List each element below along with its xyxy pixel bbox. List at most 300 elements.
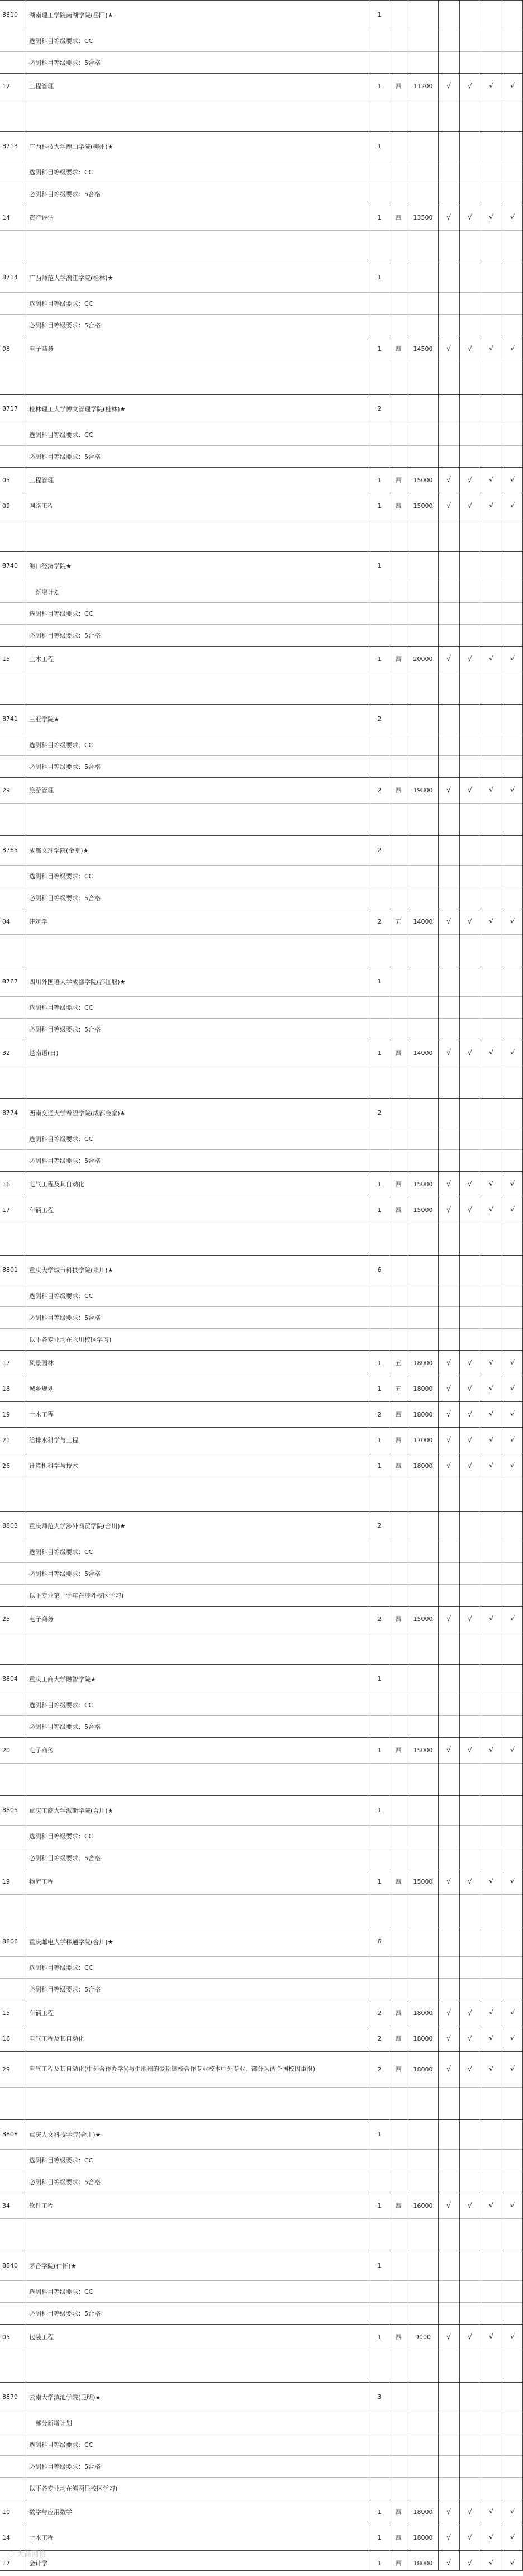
tuition-cell xyxy=(408,1018,438,1040)
duration-cell xyxy=(389,2434,408,2455)
name-cell: 必测科目等级要求：5合格 xyxy=(29,2463,101,2470)
duration-cell xyxy=(389,2218,408,2251)
checkmark-cell xyxy=(459,624,481,646)
checkmark-cell: √ xyxy=(446,654,451,663)
checkmark-cell xyxy=(481,263,502,292)
name-cell: 选测科目等级要求：CC xyxy=(29,1964,93,1971)
tuition-cell xyxy=(408,704,438,734)
checkmark-cell xyxy=(502,1694,523,1715)
duration-cell xyxy=(389,1285,408,1306)
code-cell: 8870 xyxy=(2,2393,18,2401)
major-row xyxy=(0,1427,523,1453)
name-cell: 建筑学 xyxy=(29,918,47,925)
duration-cell xyxy=(389,2412,408,2434)
duration-cell xyxy=(389,1795,408,1825)
checkmark-cell: √ xyxy=(488,1205,494,1214)
checkmark-cell: √ xyxy=(510,2332,515,2341)
duration-cell xyxy=(389,1128,408,1149)
checkmark-cell xyxy=(481,1632,502,1664)
checkmark-cell xyxy=(438,1795,459,1825)
row-divider xyxy=(0,0,523,1)
tuition-cell xyxy=(408,551,438,581)
checkmark-cell: √ xyxy=(467,1410,473,1419)
checkmark-cell: √ xyxy=(446,476,451,484)
row-divider xyxy=(0,2324,523,2325)
tuition-cell: 18000 xyxy=(413,1385,433,1392)
plan-count-cell xyxy=(370,734,389,755)
tuition-cell xyxy=(408,2477,438,2499)
code-cell: 14 xyxy=(2,213,10,221)
checkmark-cell xyxy=(481,445,502,467)
tuition-cell xyxy=(408,99,438,131)
name-cell xyxy=(26,1223,370,1255)
checkmark-cell xyxy=(481,803,502,835)
checkmark-cell xyxy=(481,1223,502,1255)
checkmark-cell: √ xyxy=(510,344,515,353)
plan-count-cell xyxy=(370,2434,389,2455)
tuition-cell xyxy=(408,1149,438,1171)
checkmark-cell: √ xyxy=(467,1205,473,1214)
duration-cell xyxy=(389,2350,408,2382)
tuition-cell xyxy=(408,519,438,551)
code-cell xyxy=(0,2350,26,2382)
checkmark-cell xyxy=(502,2455,523,2477)
note-row xyxy=(0,161,523,183)
note-row xyxy=(0,1825,523,1847)
code-cell: 16 xyxy=(2,2035,10,2042)
checkmark-cell xyxy=(438,263,459,292)
tuition-cell xyxy=(408,1632,438,1664)
code-cell: 8803 xyxy=(2,1522,18,1529)
checkmark-cell xyxy=(481,1927,502,1956)
duration-cell xyxy=(389,2280,408,2302)
code-cell: 34 xyxy=(2,2202,10,2209)
name-cell: 选测科目等级要求：CC xyxy=(29,1292,93,1300)
code-cell: 32 xyxy=(2,1049,10,1057)
plan-count-cell xyxy=(370,1306,389,1328)
major-row xyxy=(0,493,523,519)
note-row xyxy=(0,624,523,646)
code-cell: 15 xyxy=(2,2009,10,2017)
checkmark-cell xyxy=(481,2434,502,2455)
code-cell xyxy=(0,934,26,967)
tuition-cell xyxy=(408,1128,438,1149)
duration-cell xyxy=(389,865,408,887)
checkmark-cell: √ xyxy=(488,2034,494,2043)
tuition-cell: 18000 xyxy=(413,2534,433,2541)
code-cell xyxy=(0,996,26,1018)
checkmark-cell: √ xyxy=(446,2332,451,2341)
note-row xyxy=(0,2434,523,2455)
duration-cell: 五 xyxy=(395,918,402,925)
row-divider xyxy=(0,1401,523,1402)
checkmark-cell xyxy=(438,1285,459,1306)
duration-cell: 五 xyxy=(395,1385,402,1392)
code-cell: 8714 xyxy=(2,274,18,281)
tuition-cell xyxy=(408,314,438,336)
checkmark-cell xyxy=(481,887,502,909)
code-cell xyxy=(0,1956,26,1978)
code-cell: 05 xyxy=(2,2333,10,2341)
checkmark-cell: √ xyxy=(510,1461,515,1470)
code-cell: 8801 xyxy=(2,1266,18,1273)
checkmark-cell xyxy=(502,1584,523,1606)
duration-cell xyxy=(389,230,408,263)
tuition-cell: 18000 xyxy=(413,2559,433,2567)
name-cell: 选测科目等级要求：CC xyxy=(29,168,93,176)
checkmark-cell xyxy=(438,30,459,51)
row-divider xyxy=(0,292,523,293)
duration-cell xyxy=(389,1562,408,1584)
duration-cell xyxy=(389,1927,408,1956)
name-cell: 电气工程及其自动化 xyxy=(29,1181,84,1188)
checkmark-cell xyxy=(459,2382,481,2412)
duration-cell: 四 xyxy=(395,214,402,221)
checkmark-cell: √ xyxy=(446,2559,451,2568)
code-cell: 25 xyxy=(2,1615,10,1623)
row-divider xyxy=(0,1894,523,1895)
row-divider xyxy=(0,131,523,132)
code-cell: 8840 xyxy=(2,2262,18,2269)
checkmark-cell xyxy=(502,314,523,336)
code-cell xyxy=(0,1978,26,2000)
checkmark-cell xyxy=(502,2119,523,2149)
name-cell: 工程管理 xyxy=(29,83,54,90)
checkmark-cell xyxy=(438,1223,459,1255)
checkmark-cell xyxy=(459,1098,481,1128)
checkmark-cell xyxy=(438,803,459,835)
row-divider xyxy=(0,1978,523,1979)
duration-cell: 四 xyxy=(395,1462,402,1470)
plan-count-cell: 1 xyxy=(377,82,382,90)
plan-count-cell xyxy=(370,519,389,551)
code-cell xyxy=(0,445,26,467)
code-cell xyxy=(0,99,26,131)
tuition-cell xyxy=(408,2218,438,2251)
checkmark-cell: √ xyxy=(510,2201,515,2210)
code-cell xyxy=(0,314,26,336)
tuition-cell xyxy=(408,734,438,755)
code-cell xyxy=(0,1715,26,1737)
code-cell xyxy=(0,755,26,777)
checkmark-cell xyxy=(438,1847,459,1869)
checkmark-cell xyxy=(438,51,459,73)
row-divider xyxy=(0,1098,523,1099)
checkmark-cell xyxy=(481,292,502,314)
duration-cell xyxy=(389,161,408,183)
tuition-cell: 18000 xyxy=(413,2035,433,2042)
checkmark-cell: √ xyxy=(488,501,494,510)
duration-cell xyxy=(389,2251,408,2280)
tuition-cell xyxy=(408,1694,438,1715)
duration-cell: 四 xyxy=(395,1206,402,1214)
school-row xyxy=(0,2251,523,2280)
checkmark-cell xyxy=(502,1306,523,1328)
duration-cell xyxy=(389,1632,408,1664)
checkmark-cell xyxy=(438,1978,459,2000)
checkmark-cell xyxy=(502,2087,523,2119)
checkmark-cell: √ xyxy=(467,476,473,484)
checkmark-cell xyxy=(459,1018,481,1040)
checkmark-cell xyxy=(502,624,523,646)
row-divider xyxy=(0,445,523,446)
checkmark-cell: √ xyxy=(488,1180,494,1189)
plan-count-cell: 1 xyxy=(377,476,382,484)
checkmark-cell xyxy=(481,704,502,734)
tuition-cell xyxy=(408,1098,438,1128)
checkmark-cell xyxy=(459,2149,481,2171)
checkmark-cell xyxy=(438,394,459,424)
note-row xyxy=(0,424,523,445)
checkmark-cell: √ xyxy=(510,654,515,663)
checkmark-cell xyxy=(438,1825,459,1847)
duration-cell xyxy=(389,1825,408,1847)
plan-count-cell xyxy=(370,581,389,602)
plan-count-cell xyxy=(370,672,389,704)
checkmark-cell xyxy=(481,2087,502,2119)
checkmark-cell xyxy=(502,2149,523,2171)
checkmark-cell xyxy=(438,1255,459,1285)
checkmark-cell xyxy=(459,1927,481,1956)
name-cell: 给排水科学与工程 xyxy=(29,1437,78,1444)
checkmark-cell xyxy=(459,865,481,887)
note-row xyxy=(0,996,523,1018)
tuition-cell xyxy=(408,803,438,835)
checkmark-cell xyxy=(502,131,523,161)
spacer-row xyxy=(0,2350,523,2382)
plan-count-cell xyxy=(370,624,389,646)
checkmark-cell xyxy=(459,1066,481,1098)
checkmark-cell xyxy=(481,1066,502,1098)
code-cell: 17 xyxy=(2,2559,10,2567)
checkmark-cell xyxy=(438,1018,459,1040)
checkmark-cell: √ xyxy=(467,501,473,510)
checkmark-cell xyxy=(481,1285,502,1306)
duration-cell: 四 xyxy=(395,787,402,794)
checkmark-cell: √ xyxy=(510,2065,515,2074)
row-divider xyxy=(0,1171,523,1172)
checkmark-cell xyxy=(459,2251,481,2280)
code-cell xyxy=(0,803,26,835)
duration-cell xyxy=(389,1956,408,1978)
tuition-cell xyxy=(408,2251,438,2280)
row-divider xyxy=(0,2382,523,2383)
duration-cell xyxy=(389,1149,408,1171)
name-cell: 电子商务 xyxy=(29,345,54,353)
checkmark-cell xyxy=(438,1956,459,1978)
checkmark-cell: √ xyxy=(467,1048,473,1057)
checkmark-cell xyxy=(481,865,502,887)
checkmark-cell xyxy=(438,1694,459,1715)
major-row xyxy=(0,909,523,934)
name-cell: 成都文理学院(金堂)★ xyxy=(29,847,89,854)
checkmark-cell: √ xyxy=(488,2533,494,2542)
checkmark-cell xyxy=(438,887,459,909)
duration-cell: 四 xyxy=(395,1615,402,1623)
major-row xyxy=(0,2026,523,2051)
duration-cell xyxy=(389,551,408,581)
checkmark-cell xyxy=(481,1479,502,1511)
major-row xyxy=(0,2324,523,2350)
spacer-row xyxy=(0,1632,523,1664)
duration-cell xyxy=(389,2477,408,2499)
duration-cell xyxy=(389,602,408,624)
checkmark-cell xyxy=(438,1894,459,1927)
code-cell: 21 xyxy=(2,1436,10,1444)
duration-cell xyxy=(389,1066,408,1098)
checkmark-cell: √ xyxy=(488,2332,494,2341)
checkmark-cell xyxy=(502,865,523,887)
school-row xyxy=(0,263,523,292)
row-divider xyxy=(0,996,523,997)
checkmark-cell xyxy=(459,1149,481,1171)
checkmark-cell xyxy=(481,362,502,394)
checkmark-cell xyxy=(481,0,502,30)
checkmark-cell xyxy=(438,602,459,624)
spacer-row xyxy=(0,672,523,704)
plan-count-cell xyxy=(370,51,389,73)
checkmark-cell: √ xyxy=(467,1877,473,1886)
code-cell xyxy=(0,1825,26,1847)
checkmark-cell: √ xyxy=(446,501,451,510)
plan-count-cell xyxy=(370,1847,389,1869)
checkmark-cell: √ xyxy=(510,1746,515,1755)
checkmark-cell xyxy=(481,1978,502,2000)
tuition-cell: 17000 xyxy=(413,1436,433,1444)
tuition-cell xyxy=(408,1795,438,1825)
code-cell: 8740 xyxy=(2,562,18,569)
plan-count-cell xyxy=(370,1223,389,1255)
plan-count-cell xyxy=(370,2149,389,2171)
checkmark-cell xyxy=(481,2350,502,2382)
code-cell: 8767 xyxy=(2,978,18,985)
checkmark-cell xyxy=(459,734,481,755)
tuition-cell xyxy=(408,161,438,183)
major-row xyxy=(0,2051,523,2087)
code-cell xyxy=(0,1128,26,1149)
checkmark-cell xyxy=(438,704,459,734)
checkmark-cell: √ xyxy=(510,1410,515,1419)
tuition-cell xyxy=(408,1825,438,1847)
major-row xyxy=(0,2525,523,2550)
name-cell xyxy=(26,1894,370,1927)
checkmark-cell xyxy=(502,2302,523,2324)
duration-cell xyxy=(389,1511,408,1541)
checkmark-cell xyxy=(459,99,481,131)
checkmark-cell: √ xyxy=(446,2065,451,2074)
name-cell: 广西师范大学漓江学院(桂林)★ xyxy=(29,274,113,282)
row-divider xyxy=(0,1427,523,1428)
tuition-cell xyxy=(408,445,438,467)
tuition-cell: 18000 xyxy=(413,2065,433,2073)
checkmark-cell xyxy=(438,2251,459,2280)
checkmark-cell xyxy=(481,1715,502,1737)
name-cell xyxy=(26,672,370,704)
checkmark-cell xyxy=(459,967,481,996)
checkmark-cell xyxy=(459,1128,481,1149)
checkmark-cell xyxy=(502,734,523,755)
tuition-cell xyxy=(408,967,438,996)
duration-cell xyxy=(389,1584,408,1606)
checkmark-cell: √ xyxy=(467,654,473,663)
plan-count-cell xyxy=(370,292,389,314)
checkmark-cell xyxy=(481,394,502,424)
checkmark-cell: √ xyxy=(446,1384,451,1393)
checkmark-cell xyxy=(438,1066,459,1098)
name-cell: 软件工程 xyxy=(29,2202,54,2209)
checkmark-cell xyxy=(459,51,481,73)
checkmark-cell xyxy=(502,2477,523,2499)
note-row xyxy=(0,2477,523,2499)
tuition-cell xyxy=(408,30,438,51)
plan-count-cell: 1 xyxy=(377,11,382,18)
code-cell: 8610 xyxy=(2,11,18,18)
checkmark-cell xyxy=(481,161,502,183)
tuition-cell: 19800 xyxy=(413,786,433,794)
spacer-row xyxy=(0,934,523,967)
duration-cell xyxy=(389,30,408,51)
checkmark-cell xyxy=(438,1149,459,1171)
duration-cell: 四 xyxy=(395,477,402,484)
plan-count-cell xyxy=(370,887,389,909)
checkmark-cell xyxy=(481,624,502,646)
name-cell: 计算机科学与技术 xyxy=(29,1462,78,1470)
plan-count-cell xyxy=(370,1149,389,1171)
checkmark-cell: √ xyxy=(510,501,515,510)
duration-cell xyxy=(389,1978,408,2000)
duration-cell xyxy=(389,1018,408,1040)
name-cell: 选测科目等级要求：CC xyxy=(29,431,93,439)
checkmark-cell xyxy=(438,131,459,161)
checkmark-cell xyxy=(459,1894,481,1927)
plan-count-cell: 1 xyxy=(377,1462,382,1470)
major-row xyxy=(0,73,523,99)
checkmark-cell: √ xyxy=(467,1384,473,1393)
checkmark-cell: √ xyxy=(488,1384,494,1393)
checkmark-cell xyxy=(481,2171,502,2193)
name-cell xyxy=(26,99,370,131)
duration-cell xyxy=(389,2087,408,2119)
plan-count-cell xyxy=(370,314,389,336)
plan-count-cell: 2 xyxy=(377,847,382,854)
checkmark-cell: √ xyxy=(488,786,494,795)
name-cell: 部分新增计划 xyxy=(29,2419,72,2427)
note-row xyxy=(0,1584,523,1606)
row-divider xyxy=(0,1018,523,1019)
checkmark-cell xyxy=(459,996,481,1018)
plan-count-cell: 2 xyxy=(377,2009,382,2017)
major-row xyxy=(0,777,523,803)
school-row xyxy=(0,1098,523,1128)
checkmark-cell: √ xyxy=(446,1180,451,1189)
checkmark-cell xyxy=(502,1715,523,1737)
checkmark-cell: √ xyxy=(446,2201,451,2210)
checkmark-cell xyxy=(481,131,502,161)
row-divider xyxy=(0,1306,523,1307)
code-cell xyxy=(0,1223,26,1255)
checkmark-cell: √ xyxy=(467,917,473,926)
checkmark-cell xyxy=(481,2412,502,2434)
row-divider xyxy=(0,835,523,836)
checkmark-cell xyxy=(502,0,523,30)
code-cell xyxy=(0,1847,26,1869)
row-divider xyxy=(0,51,523,52)
checkmark-cell: √ xyxy=(488,344,494,353)
checkmark-cell xyxy=(438,2412,459,2434)
plan-count-cell: 1 xyxy=(377,2508,382,2516)
plan-count-cell xyxy=(370,2477,389,2499)
spacer-row xyxy=(0,2218,523,2251)
